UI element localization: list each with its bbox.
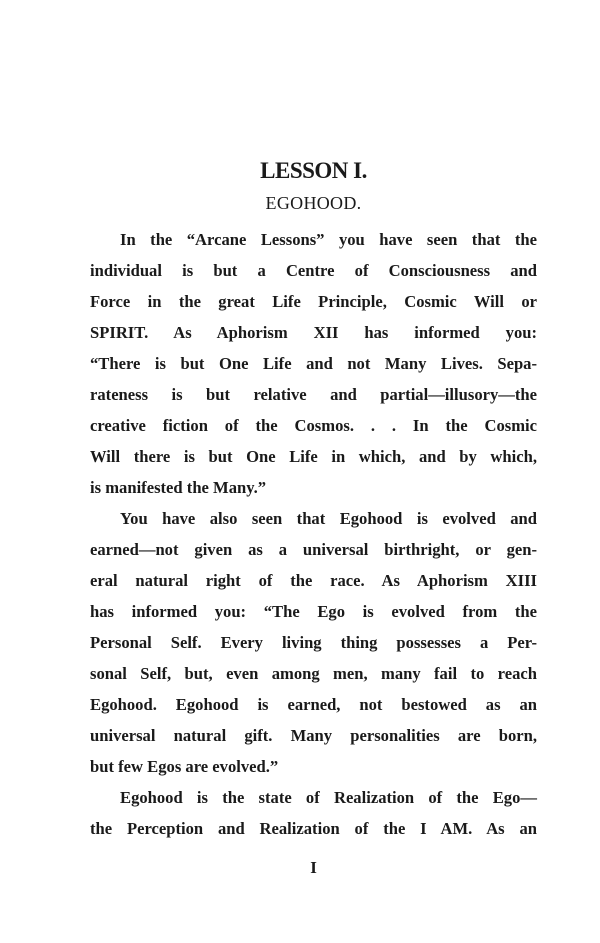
text-line: Egohood. Egohood is earned, not bestowed as an (90, 695, 537, 714)
text-line: earned—not given as a universal birthright, or gen- (90, 540, 537, 559)
paragraph (90, 224, 537, 503)
text-line: is manifested the Many.” (90, 478, 267, 497)
text-line: has informed you: “The Ego is evolved from the (90, 602, 537, 621)
page-number: I (310, 858, 317, 877)
text-line: Will there is but One Life in which, and by which, (90, 447, 537, 466)
lesson-subtitle: EGOHOOD. (265, 193, 362, 213)
lesson-title: LESSON I. (260, 158, 367, 183)
text-line: universal natural gift. Many personalities are born, (90, 726, 537, 745)
text-line: the Perception and Realization of the I AM. As an (90, 819, 537, 838)
text-line: sonal Self, but, even among men, many fail to reach (90, 664, 537, 683)
text-line: individual is but a Centre of Consciousness and (90, 261, 537, 280)
text-line: eral natural right of the race. As Aphorism XIII (90, 571, 537, 590)
paragraph (90, 503, 537, 782)
text-line: SPIRIT. As Aphorism XII has informed you: (90, 323, 537, 342)
text-line: “There is but One Life and not Many Lives. Sepa- (90, 354, 537, 373)
text-line: creative fiction of the Cosmos. . . In the Cosmic (90, 416, 537, 435)
text-line: rateness is but relative and partial—illusory—the (90, 385, 537, 404)
text-line: Egohood is the state of Realization of the Ego— (120, 788, 537, 807)
paragraph (90, 782, 537, 844)
text-line: You have also seen that Egohood is evolved and (120, 509, 537, 528)
text-line: Force in the great Life Principle, Cosmic Will or (90, 292, 537, 311)
text-line: Personal Self. Every living thing possesses a Per- (90, 633, 537, 652)
body-text (90, 224, 537, 844)
text-line: but few Egos are evolved.” (90, 757, 279, 776)
text-line: In the “Arcane Lessons” you have seen that the (120, 230, 537, 249)
